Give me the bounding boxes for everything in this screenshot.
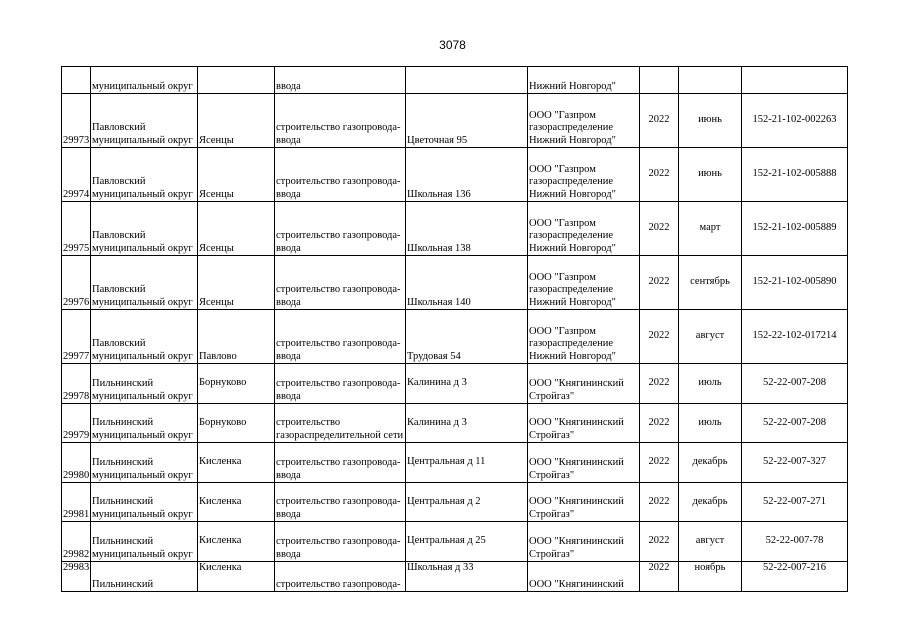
organization-cell: ООО "Княгининский Стройгаз" <box>528 404 640 443</box>
address-cell: Цветочная 95 <box>406 94 528 148</box>
settlement-cell: Кисленка <box>198 443 275 483</box>
table-row <box>62 404 848 443</box>
row-number <box>62 67 91 94</box>
month-cell: июль <box>679 404 742 443</box>
year-cell: 2022 <box>640 148 679 202</box>
settlement-cell: Борнуково <box>198 404 275 443</box>
work-type-cell: строительство газопровода- ввода <box>275 94 406 148</box>
table-row <box>62 202 848 256</box>
address-cell: Калинина д 3 <box>406 404 528 443</box>
month-cell: июнь <box>679 94 742 148</box>
table-row <box>62 310 848 364</box>
settlement-cell: Кисленка <box>198 562 275 592</box>
table-row <box>62 562 848 592</box>
address-cell: Школьная д 33 <box>406 562 528 592</box>
row-number: 29973 <box>62 94 91 148</box>
month-cell: август <box>679 310 742 364</box>
code-cell: 52-22-007-78 <box>742 522 848 562</box>
settlement-cell: Ясенцы <box>198 94 275 148</box>
year-cell: 2022 <box>640 483 679 522</box>
row-number: 29976 <box>62 256 91 310</box>
work-type-cell: строительство газопровода- ввода <box>275 364 406 404</box>
month-cell <box>679 67 742 94</box>
district-cell: Пильнинский <box>91 562 198 592</box>
row-number: 29982 <box>62 522 91 562</box>
address-cell: Центральная д 25 <box>406 522 528 562</box>
code-cell: 52-22-007-208 <box>742 404 848 443</box>
organization-cell: ООО "Княгининский <box>528 562 640 592</box>
address-cell: Калинина д 3 <box>406 364 528 404</box>
code-cell: 152-21-102-005888 <box>742 148 848 202</box>
table-row <box>62 483 848 522</box>
month-cell: март <box>679 202 742 256</box>
work-type-cell: ввода <box>275 67 406 94</box>
organization-cell: ООО "Газпром газораспределение Нижний Новгород" <box>528 202 640 256</box>
address-cell: Школьная 140 <box>406 256 528 310</box>
organization-cell: ООО "Княгининский Стройгаз" <box>528 483 640 522</box>
table-row <box>62 94 848 148</box>
district-cell: Пильнинский муниципальный округ <box>91 364 198 404</box>
month-cell: декабрь <box>679 443 742 483</box>
address-cell: Школьная 138 <box>406 202 528 256</box>
year-cell: 2022 <box>640 522 679 562</box>
work-type-cell: строительство газопровода- ввода <box>275 310 406 364</box>
year-cell: 2022 <box>640 562 679 592</box>
year-cell: 2022 <box>640 94 679 148</box>
address-cell: Центральная д 11 <box>406 443 528 483</box>
year-cell: 2022 <box>640 364 679 404</box>
year-cell: 2022 <box>640 443 679 483</box>
row-number: 29978 <box>62 364 91 404</box>
code-cell: 52-22-007-271 <box>742 483 848 522</box>
row-number: 29975 <box>62 202 91 256</box>
district-cell: Пильнинский муниципальный округ <box>91 443 198 483</box>
district-cell: Павловский муниципальный округ <box>91 256 198 310</box>
work-type-cell: строительство газопровода- ввода <box>275 202 406 256</box>
month-cell: ноябрь <box>679 562 742 592</box>
year-cell: 2022 <box>640 404 679 443</box>
table-row <box>62 522 848 562</box>
row-number: 29974 <box>62 148 91 202</box>
organization-cell: ООО "Газпром газораспределение Нижний Новгород" <box>528 148 640 202</box>
code-cell: 152-21-102-005889 <box>742 202 848 256</box>
row-number: 29981 <box>62 483 91 522</box>
year-cell: 2022 <box>640 310 679 364</box>
work-type-cell: строительство газопровода- <box>275 562 406 592</box>
work-type-cell: строительство газопровода- ввода <box>275 256 406 310</box>
address-cell: Трудовая 54 <box>406 310 528 364</box>
code-cell <box>742 67 848 94</box>
code-cell: 152-21-102-005890 <box>742 256 848 310</box>
code-cell: 52-22-007-327 <box>742 443 848 483</box>
month-cell: сентябрь <box>679 256 742 310</box>
page-number: 3078 <box>439 38 466 52</box>
organization-cell: ООО "Княгининский Стройгаз" <box>528 364 640 404</box>
settlement-cell: Борнуково <box>198 364 275 404</box>
table-row <box>62 256 848 310</box>
code-cell: 52-22-007-216 <box>742 562 848 592</box>
organization-cell: Нижний Новгород" <box>528 67 640 94</box>
code-cell: 152-21-102-002263 <box>742 94 848 148</box>
row-number: 29979 <box>62 404 91 443</box>
table-row <box>62 67 848 94</box>
address-cell: Школьная 136 <box>406 148 528 202</box>
district-cell: Павловский муниципальный округ <box>91 148 198 202</box>
work-type-cell: строительство газопровода- ввода <box>275 483 406 522</box>
settlement-cell: Павлово <box>198 310 275 364</box>
year-cell: 2022 <box>640 202 679 256</box>
settlement-cell: Ясенцы <box>198 256 275 310</box>
district-cell: Пильнинский муниципальный округ <box>91 404 198 443</box>
month-cell: июль <box>679 364 742 404</box>
table-row <box>62 443 848 483</box>
organization-cell: ООО "Княгининский Стройгаз" <box>528 522 640 562</box>
organization-cell: ООО "Княгининский Стройгаз" <box>528 443 640 483</box>
table-row <box>62 364 848 404</box>
district-cell: Пильнинский муниципальный округ <box>91 483 198 522</box>
district-cell: Пильнинский муниципальный округ <box>91 522 198 562</box>
year-cell: 2022 <box>640 256 679 310</box>
settlement-cell: Кисленка <box>198 522 275 562</box>
work-type-cell: строительство газораспределительной сети <box>275 404 406 443</box>
work-type-cell: строительство газопровода- ввода <box>275 443 406 483</box>
gas-connection-registry-table <box>61 66 848 592</box>
district-cell: муниципальный округ <box>91 67 198 94</box>
code-cell: 152-22-102-017214 <box>742 310 848 364</box>
settlement-cell: Кисленка <box>198 483 275 522</box>
district-cell: Павловский муниципальный округ <box>91 94 198 148</box>
row-number: 29977 <box>62 310 91 364</box>
year-cell <box>640 67 679 94</box>
district-cell: Павловский муниципальный округ <box>91 202 198 256</box>
month-cell: август <box>679 522 742 562</box>
month-cell: июнь <box>679 148 742 202</box>
address-cell <box>406 67 528 94</box>
row-number: 29980 <box>62 443 91 483</box>
work-type-cell: строительство газопровода- ввода <box>275 522 406 562</box>
organization-cell: ООО "Газпром газораспределение Нижний Новгород" <box>528 256 640 310</box>
organization-cell: ООО "Газпром газораспределение Нижний Новгород" <box>528 94 640 148</box>
organization-cell: ООО "Газпром газораспределение Нижний Новгород" <box>528 310 640 364</box>
code-cell: 52-22-007-208 <box>742 364 848 404</box>
settlement-cell <box>198 67 275 94</box>
table-row <box>62 148 848 202</box>
registry-body <box>62 67 848 592</box>
district-cell: Павловский муниципальный округ <box>91 310 198 364</box>
month-cell: декабрь <box>679 483 742 522</box>
settlement-cell: Ясенцы <box>198 148 275 202</box>
settlement-cell: Ясенцы <box>198 202 275 256</box>
work-type-cell: строительство газопровода- ввода <box>275 148 406 202</box>
address-cell: Центральная д 2 <box>406 483 528 522</box>
row-number: 29983 <box>62 562 91 592</box>
